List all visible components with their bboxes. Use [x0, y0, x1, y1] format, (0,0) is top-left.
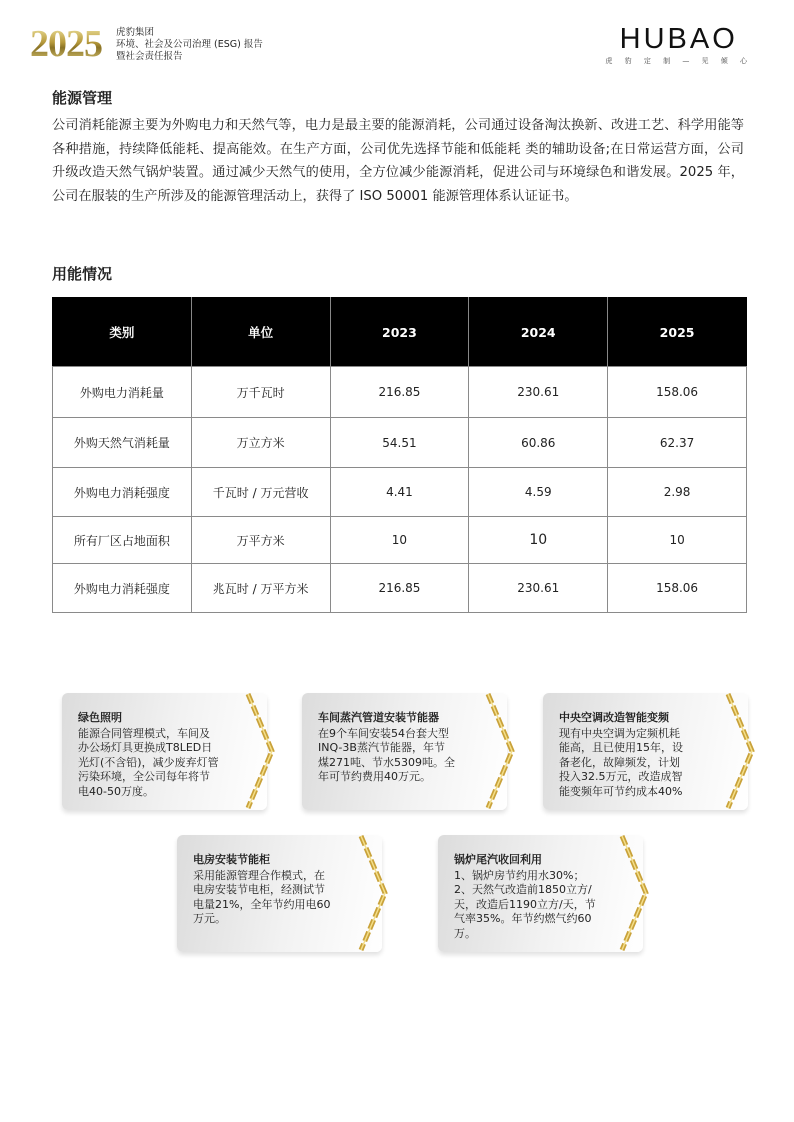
- measure-card-steam-saver: [302, 693, 507, 810]
- chevron-right-icon: [244, 692, 276, 810]
- brand-name: HUBAO: [619, 23, 738, 55]
- table-cell: 外购天然气消耗量: [53, 418, 192, 468]
- measure-title: 车间蒸汽管道安装节能器: [318, 711, 439, 724]
- measure-card-boiler-exhaust-recovery: [438, 835, 643, 952]
- chevron-right-icon: [724, 692, 756, 810]
- table-row: [53, 418, 747, 468]
- table-cell: 60.86: [469, 418, 608, 468]
- table-row: [53, 517, 747, 564]
- table-cell: 千瓦时 / 万元营收: [191, 468, 330, 517]
- measure-card-ac-retrofit: [543, 693, 748, 810]
- chevron-right-icon: [357, 834, 389, 952]
- table-cell: 62.37: [608, 418, 747, 468]
- column-header: 2023: [330, 298, 469, 367]
- table-row: [53, 367, 747, 418]
- table-cell: 158.06: [608, 367, 747, 418]
- measure-text: 能源合同管理模式，车间及 办公场灯具更换成T8LED日 光灯(不含铅)，减少废弃灯管 污染环境，全公司每年将节 电40-50万度。: [78, 726, 219, 798]
- energy-use-table: [52, 297, 747, 613]
- table-cell: 万立方米: [191, 418, 330, 468]
- brand-logo: [605, 24, 752, 66]
- table-cell: 万平方米: [191, 517, 330, 564]
- measure-title: 电房安装节能柜: [193, 853, 270, 866]
- energy-management-paragraph: 公司消耗能源主要为外购电力和天然气等，电力是最主要的能源消耗，公司通过设备淘汰换新、改进工艺、科学用能等各种措施，持续降低能耗、提高能效。在生产方面，公司优先选择节能和低能耗 类的辅助设备;在日常运营方面，公司升级改造天然气锅炉装置。通过减少天然气的使用，全方位减少能源消耗，促进公司与环境绿色和谐发展。2025 年，公司在服装的生产所涉及的能源管理活动上，获得了 ISO 50001 能源管理体系认证证书。: [52, 118, 744, 204]
- measure-text: 采用能源管理合作模式，在 电房安装节电柜，经测试节 电量21%，全年节约用电60 万元。: [193, 868, 331, 925]
- measure-text: 在9个车间安装54台套大型 INQ-3B蒸汽节能器，年节 煤271吨、节水5309吨。全 年可节约费用40万元。: [318, 726, 455, 783]
- table-cell: 54.51: [330, 418, 469, 468]
- table-cell: 外购电力消耗强度: [53, 564, 192, 613]
- brand-tagline: 虎 豹 定 制 — 见 倾 心: [605, 57, 752, 65]
- column-header: 2025: [608, 298, 747, 367]
- section-heading-energy-management: 能源管理: [52, 89, 113, 107]
- table-cell: 兆瓦时 / 万平方米: [191, 564, 330, 613]
- measure-title: 绿色照明: [78, 711, 122, 724]
- column-header: 单位: [191, 298, 330, 367]
- report-title-line: 虎豹集团: [116, 27, 155, 38]
- table-cell: 10: [608, 517, 747, 564]
- table-cell: 2.98: [608, 468, 747, 517]
- measure-title: 锅炉尾汽收回利用: [454, 853, 542, 866]
- table-cell: 4.59: [469, 468, 608, 517]
- table-cell: 外购电力消耗强度: [53, 468, 192, 517]
- table-cell: 216.85: [330, 564, 469, 613]
- measure-text: 1、锅炉房节约用水30%； 2、天然气改造前1850立方/ 天，改造后1190立方/天，节 气率35%。年节约燃气约60 万。: [454, 868, 596, 940]
- column-header: 2024: [469, 298, 608, 367]
- table-cell: 230.61: [469, 367, 608, 418]
- table-cell: 10: [469, 517, 608, 564]
- report-title-line: 环境、社会及公司治理 (ESG) 报告: [116, 39, 263, 50]
- table-cell: 158.06: [608, 564, 747, 613]
- measure-card-green-lighting: [62, 693, 267, 810]
- chevron-right-icon: [484, 692, 516, 810]
- table-row: [53, 564, 747, 613]
- table-cell: 10: [330, 517, 469, 564]
- measure-card-power-saving-cabinet: [177, 835, 382, 952]
- report-year-logo: 2025: [30, 23, 102, 65]
- table-cell: 所有厂区占地面积: [53, 517, 192, 564]
- table-cell: 230.61: [469, 564, 608, 613]
- chevron-right-icon: [618, 834, 650, 952]
- table-row: [53, 468, 747, 517]
- table-cell: 外购电力消耗量: [53, 367, 192, 418]
- table-cell: 万千瓦时: [191, 367, 330, 418]
- report-title-line: 暨社会责任报告: [116, 51, 183, 62]
- column-header: 类别: [53, 298, 192, 367]
- measure-text: 现有中央空调为定频机耗 能高，且已使用15年，设 备老化，故障频发，计划 投入32.5万元，改造成智 能变频年可节约成本40%: [559, 726, 683, 798]
- table-header-row: [53, 298, 747, 367]
- table-cell: 4.41: [330, 468, 469, 517]
- measure-title: 中央空调改造智能变频: [559, 711, 669, 724]
- report-title: [116, 27, 263, 63]
- section-heading-energy-use: 用能情况: [52, 265, 113, 283]
- table-cell: 216.85: [330, 367, 469, 418]
